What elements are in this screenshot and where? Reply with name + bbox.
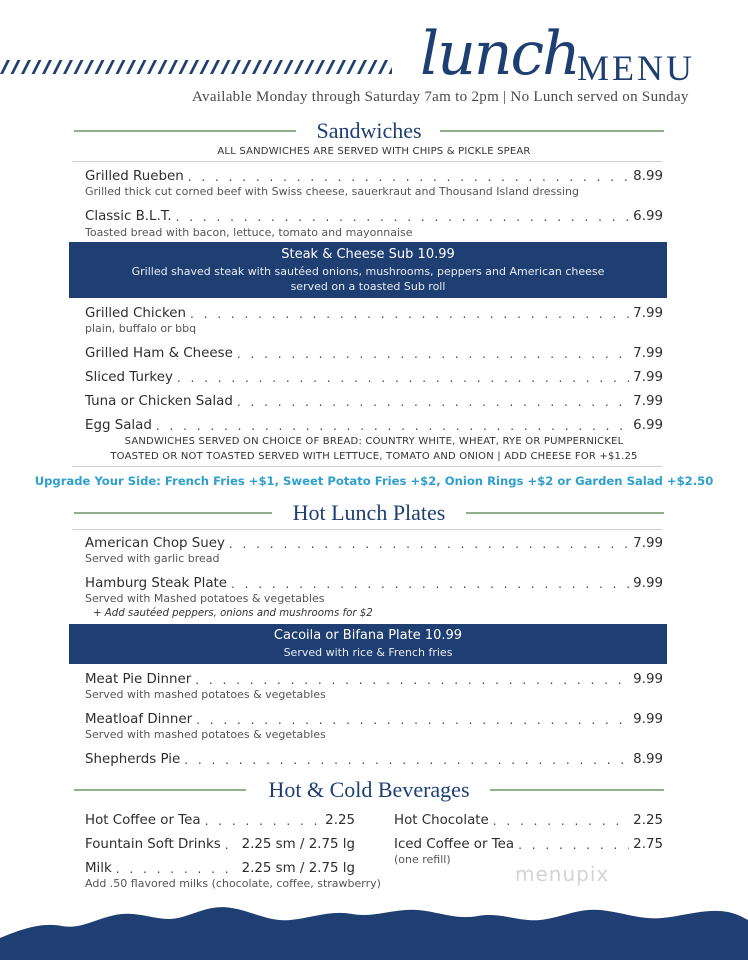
beverage-item bbox=[85, 832, 355, 852]
item-price: 8.99 bbox=[633, 752, 663, 767]
divider-line bbox=[466, 512, 664, 514]
menu-item bbox=[85, 341, 663, 361]
beverage-item bbox=[85, 856, 355, 876]
item-description: Grilled thick cut corned beef with Swiss cheese, sauerkraut and Thousand Island dressing bbox=[85, 185, 580, 198]
section-title: Hot & Cold Beverages bbox=[268, 777, 470, 802]
milk-note: Add .50 flavored milks (chocolate, coffee, strawberry) bbox=[85, 877, 381, 890]
item-name: Meatloaf Dinner bbox=[85, 712, 193, 727]
menu-item bbox=[85, 204, 663, 224]
title-menu: MENU bbox=[577, 48, 695, 88]
item-description: plain, buffalo or bbq bbox=[85, 322, 197, 335]
menu-item bbox=[85, 531, 663, 551]
title-script: lunch bbox=[420, 19, 579, 89]
item-name: Egg Salad bbox=[85, 418, 152, 433]
item-name: Grilled Rueben bbox=[85, 169, 184, 184]
bread-note: SANDWICHES SERVED ON CHOICE OF BREAD: COUNTRY WHITE, WHEAT, RYE OR PUMPERNICKEL bbox=[124, 436, 624, 447]
hours-subtitle: Available Monday through Saturday 7am to 2pm | No Lunch served on Sunday bbox=[192, 89, 689, 105]
leader-dots bbox=[116, 862, 238, 876]
item-description: Served with mashed potatoes & vegetables bbox=[85, 688, 326, 701]
leader-dots bbox=[190, 307, 629, 321]
item-name: Iced Coffee or Tea bbox=[394, 837, 515, 852]
special-banner bbox=[69, 242, 667, 298]
chips-note: ALL SANDWICHES ARE SERVED WITH CHIPS & PICKLE SPEAR bbox=[217, 146, 531, 157]
leader-dots bbox=[196, 713, 629, 727]
special-title: Steak & Cheese Sub 10.99 bbox=[281, 247, 455, 262]
menu-item bbox=[85, 747, 663, 767]
item-name: Tuna or Chicken Salad bbox=[85, 394, 233, 409]
item-price: 2.25 sm / 2.75 lg bbox=[241, 837, 355, 852]
leader-dots bbox=[229, 537, 629, 551]
menu-item bbox=[85, 389, 663, 409]
special-description: served on a toasted Sub roll bbox=[290, 280, 446, 293]
rope-decoration bbox=[0, 57, 392, 77]
item-price: 7.99 bbox=[633, 370, 663, 385]
item-price: 9.99 bbox=[633, 576, 663, 591]
item-price: 7.99 bbox=[633, 346, 663, 361]
addon-note: + Add sautéed peppers, onions and mushrooms for $2 bbox=[93, 608, 373, 619]
menu-item bbox=[85, 571, 663, 591]
item-name: Hamburg Steak Plate bbox=[85, 576, 228, 591]
refill-note: (one refill) bbox=[394, 853, 451, 866]
leader-dots bbox=[188, 170, 629, 184]
leader-dots bbox=[237, 395, 629, 409]
bread-note: TOASTED OR NOT TOASTED SERVED WITH LETTUCE, TOMATO AND ONION | ADD CHEESE FOR +$1.25 bbox=[110, 451, 638, 462]
rule-line bbox=[72, 161, 662, 162]
item-description: Toasted bread with bacon, lettuce, tomato and mayonnaise bbox=[85, 226, 413, 239]
item-name: Hot Coffee or Tea bbox=[85, 813, 201, 828]
menu-item bbox=[85, 413, 663, 433]
leader-dots bbox=[205, 814, 322, 828]
leader-dots bbox=[195, 673, 629, 687]
special-banner bbox=[69, 624, 667, 664]
leader-dots bbox=[176, 210, 630, 224]
menu-title bbox=[420, 14, 740, 94]
item-description: Served with mashed potatoes & vegetables bbox=[85, 728, 326, 741]
menu-item bbox=[85, 301, 663, 321]
item-name: Classic B.L.T. bbox=[85, 209, 172, 224]
leader-dots bbox=[177, 371, 629, 385]
item-price: 9.99 bbox=[633, 712, 663, 727]
item-description: Served with Mashed potatoes & vegetables bbox=[85, 592, 325, 605]
section-title: Sandwiches bbox=[316, 118, 422, 143]
item-name: Milk bbox=[85, 861, 112, 876]
section-sandwiches bbox=[74, 116, 664, 146]
item-description: Served with garlic bread bbox=[85, 552, 220, 565]
upgrade-sides: Upgrade Your Side: French Fries +$1, Sweet Potato Fries +$2, Onion Rings +$2 or Garden Salad +$2.50 bbox=[34, 474, 714, 488]
leader-dots bbox=[493, 814, 629, 828]
leader-dots bbox=[518, 838, 629, 852]
menu-item bbox=[85, 164, 663, 184]
item-price: 2.25 bbox=[633, 813, 663, 828]
item-name: Sliced Turkey bbox=[85, 370, 173, 385]
section-title: Hot Lunch Plates bbox=[292, 500, 446, 525]
item-name: Meat Pie Dinner bbox=[85, 672, 192, 687]
beverage-item bbox=[394, 808, 663, 828]
item-price: 2.25 bbox=[325, 813, 355, 828]
item-name: Hot Chocolate bbox=[394, 813, 489, 828]
section-hot-lunch bbox=[74, 498, 664, 528]
special-title: Cacoila or Bifana Plate 10.99 bbox=[273, 628, 463, 643]
section-beverages bbox=[74, 775, 664, 805]
item-price: 7.99 bbox=[633, 536, 663, 551]
beverage-item bbox=[394, 832, 663, 852]
rule-line bbox=[72, 466, 662, 467]
item-name: Grilled Chicken bbox=[85, 306, 186, 321]
special-description: Grilled shaved steak with sautéed onions, mushrooms, peppers and American cheese bbox=[131, 265, 605, 278]
item-price: 2.75 bbox=[633, 837, 663, 852]
leader-dots bbox=[231, 577, 629, 591]
item-price: 6.99 bbox=[633, 418, 663, 433]
leader-dots bbox=[184, 753, 629, 767]
wave-decoration bbox=[0, 900, 748, 960]
item-price: 8.99 bbox=[633, 169, 663, 184]
item-price: 7.99 bbox=[633, 306, 663, 321]
item-price: 7.99 bbox=[633, 394, 663, 409]
item-price: 2.25 sm / 2.75 lg bbox=[241, 861, 355, 876]
menu-item bbox=[85, 365, 663, 385]
item-name: Fountain Soft Drinks bbox=[85, 837, 221, 852]
divider-line bbox=[440, 130, 664, 132]
menu-item bbox=[85, 707, 663, 727]
beverage-item bbox=[85, 808, 355, 828]
leader-dots bbox=[156, 419, 629, 433]
watermark: menupix bbox=[515, 862, 610, 886]
leader-dots bbox=[237, 347, 629, 361]
item-name: Grilled Ham & Cheese bbox=[85, 346, 233, 361]
divider-line bbox=[490, 789, 664, 791]
item-name: American Chop Suey bbox=[85, 536, 225, 551]
special-description: Served with rice & French fries bbox=[283, 646, 453, 659]
item-price: 9.99 bbox=[633, 672, 663, 687]
item-price: 6.99 bbox=[633, 209, 663, 224]
leader-dots bbox=[225, 838, 238, 852]
menu-item bbox=[85, 667, 663, 687]
rule-line bbox=[72, 529, 662, 530]
item-name: Shepherds Pie bbox=[85, 752, 181, 767]
